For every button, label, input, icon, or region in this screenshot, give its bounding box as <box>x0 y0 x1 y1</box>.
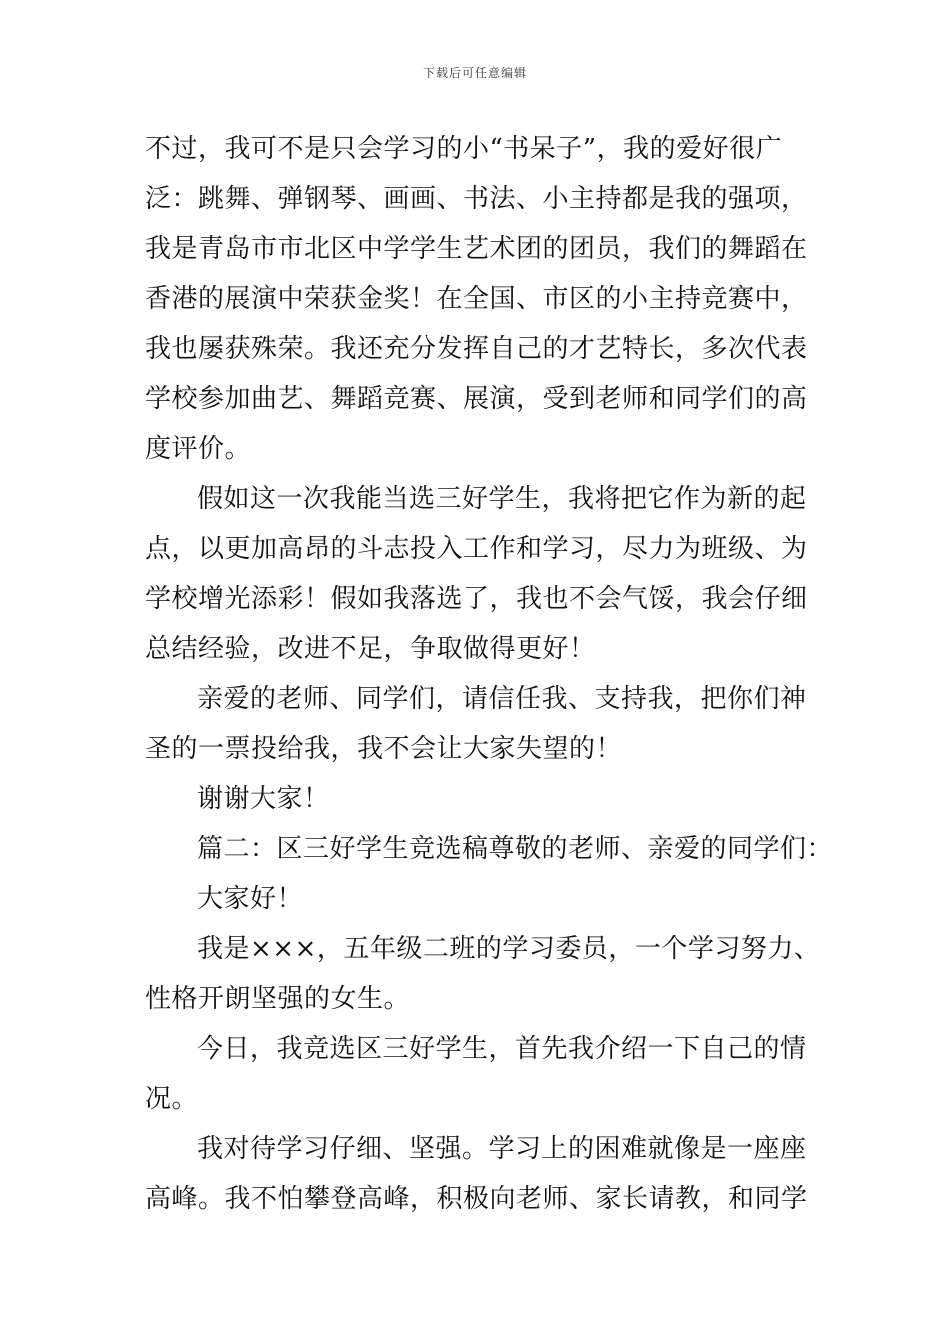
text-line: 篇二：区三好学生竞选稿尊敬的老师、亲爱的同学们： <box>197 834 834 864</box>
text-line: 香港的展演中荣获金奖！在全国、市区的小主持竞赛中， <box>145 284 808 314</box>
text-line: 我是青岛市市北区中学学生艺术团的团员，我们的舞蹈在 <box>145 234 808 264</box>
text-line: 高峰。我不怕攀登高峰，积极向老师、家长请教，和同学 <box>145 1184 808 1214</box>
text-line: 圣的一票投给我，我不会让大家失望的！ <box>145 734 623 764</box>
text-line: 我是×××，五年级二班的学习委员，一个学习努力、 <box>197 934 821 964</box>
text-line: 总结经验，改进不足，争取做得更好！ <box>145 634 596 664</box>
text-line: 点，以更加高昂的斗志投入工作和学习，尽力为班级、为 <box>145 534 808 564</box>
text-line: 度评价。 <box>145 434 252 464</box>
text-line: 谢谢大家！ <box>197 784 330 814</box>
text-line: 大家好！ <box>197 884 304 914</box>
text-line: 况。 <box>145 1084 199 1114</box>
document-body <box>145 124 834 1224</box>
text-line: 假如这一次我能当选三好学生，我将把它作为新的起 <box>197 484 807 514</box>
text-line: 性格开朗坚强的女生。 <box>145 984 411 1014</box>
text-line: 不过，我可不是只会学习的小“书呆子”，我的爱好很广 <box>145 134 783 164</box>
text-line: 泛：跳舞、弹钢琴、画画、书法、小主持都是我的强项， <box>145 184 808 214</box>
text-line: 学校增光添彩！假如我落选了，我也不会气馁，我会仔细 <box>145 584 808 614</box>
text-line: 我对待学习仔细、坚强。学习上的困难就像是一座座 <box>197 1134 807 1164</box>
text-line: 今日，我竞选区三好学生，首先我介绍一下自己的情 <box>197 1034 807 1064</box>
page-header: 下载后可任意编辑 <box>422 66 527 80</box>
text-line: 我也屡获殊荣。我还充分发挥自己的才艺特长，多次代表 <box>145 334 808 364</box>
text-line: 学校参加曲艺、舞蹈竞赛、展演，受到老师和同学们的高 <box>145 384 808 414</box>
text-line: 亲爱的老师、同学们，请信任我、支持我，把你们神 <box>197 684 807 714</box>
